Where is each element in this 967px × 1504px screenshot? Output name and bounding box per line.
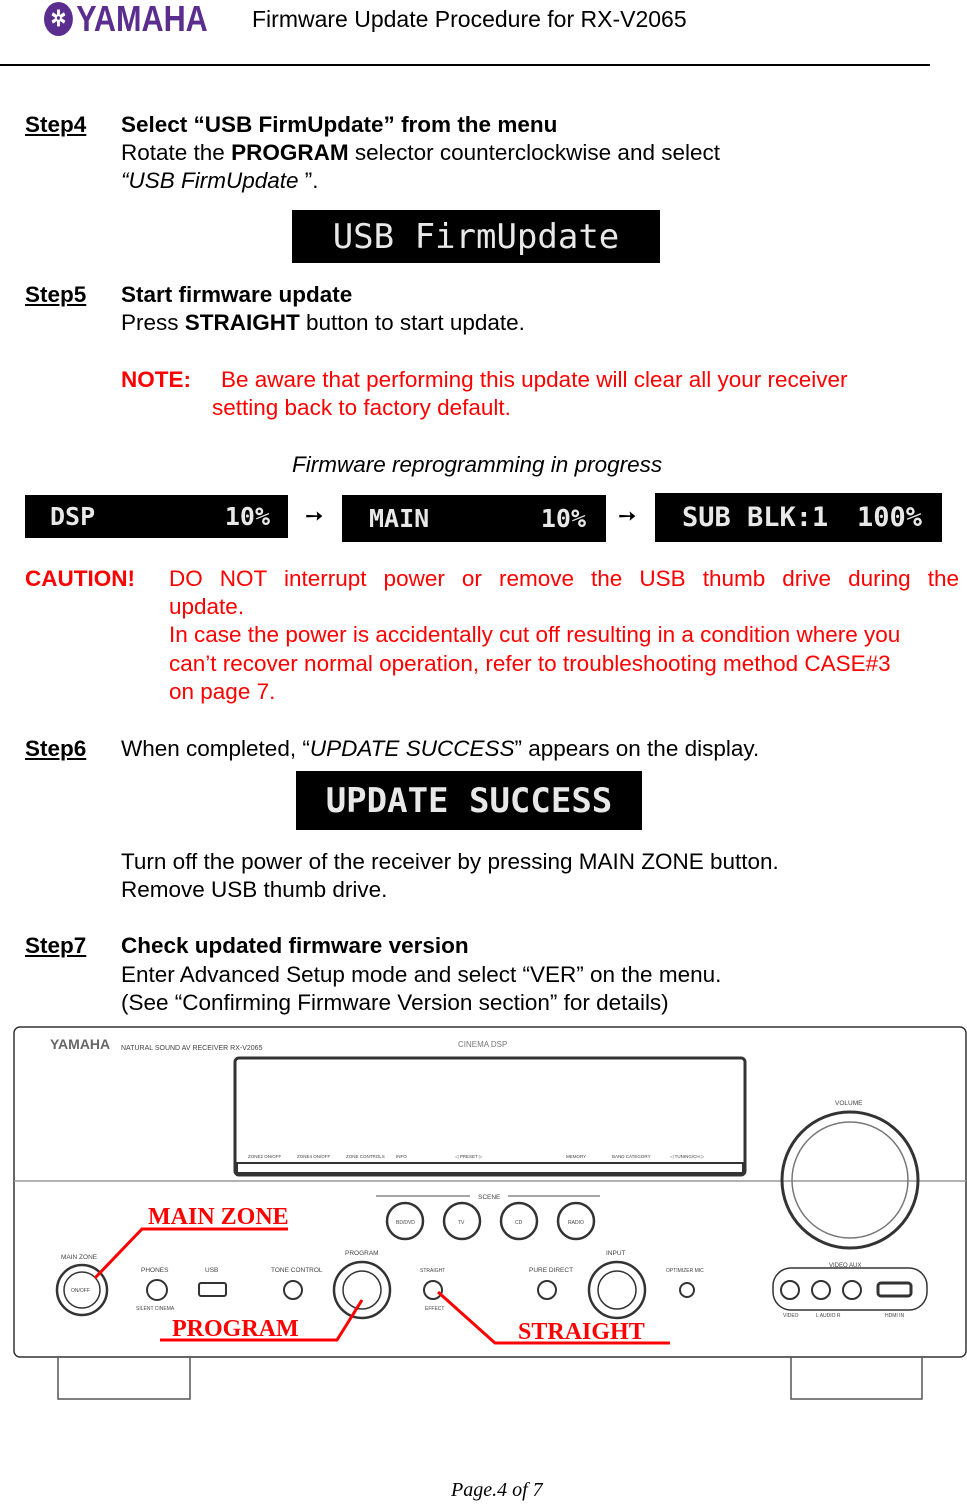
program-label: PROGRAM [345, 1250, 379, 1257]
text: When completed, “ [121, 736, 310, 761]
effect-label: EFFECT [425, 1306, 445, 1312]
display-button-label: BAND CATEGORY [612, 1154, 651, 1159]
main-zone-label: MAIN ZONE [61, 1254, 98, 1261]
step7-heading: Check updated firmware version [121, 933, 469, 958]
arrow-right-icon: ➙ [618, 503, 637, 528]
tone-control-label: TONE CONTROL [271, 1267, 323, 1274]
note-label: NOTE: [121, 367, 191, 392]
text: DSP [50, 502, 96, 531]
display-button-label: ZONE2 ON/OFF [248, 1154, 282, 1159]
text: SUB BLK:1 [682, 502, 829, 533]
caution-line1: DO NOT interrupt power or remove the USB thumb drive during the [169, 566, 959, 591]
receiver-model: NATURAL SOUND AV RECEIVER RX-V2065 [121, 1045, 263, 1052]
step6-line3: Remove USB thumb drive. [121, 877, 388, 902]
receiver-brand: YAMAHA [50, 1036, 111, 1052]
on-off-label: ON/OFF [71, 1288, 90, 1294]
text: STRAIGHT [184, 310, 300, 335]
hdmi-in-label: HDMI IN [885, 1313, 905, 1319]
text: “USB FirmUpdate [121, 168, 305, 193]
optimizer-mic-label: OPTIMIZER MIC [666, 1268, 704, 1274]
text: ” appears on the display. [514, 736, 760, 761]
straight-button [424, 1281, 442, 1299]
caution-line4: can’t recover normal operation, refer to troubleshooting method CASE#3 [169, 651, 891, 676]
page-number [451, 1476, 543, 1504]
arrow-right-icon: ➙ [305, 503, 324, 528]
volume-label: VOLUME [835, 1100, 863, 1107]
text: UPDATE SUCCESS [309, 736, 515, 761]
display-button-label: ◁ TUNING/CH ▷ [670, 1154, 705, 1159]
text: ”. [304, 168, 319, 193]
step5-label: Step5 [25, 282, 87, 307]
callout-main-zone: MAIN ZONE [148, 1204, 289, 1230]
caution-label: CAUTION! [25, 566, 135, 591]
tone-control-button [284, 1281, 302, 1299]
text: 10% [224, 502, 270, 531]
video-aux-label: VIDEO AUX [829, 1263, 862, 1269]
note-line2: setting back to factory default. [212, 395, 511, 420]
step7-line2: (See “Confirming Firmware Version section” for details) [121, 990, 669, 1015]
text: MAIN [369, 504, 430, 533]
step5-heading: Start firmware update [121, 282, 353, 307]
caution-line3: In case the power is accidentally cut off resulting in a condition where you [169, 622, 901, 647]
text: button to start update. [299, 310, 525, 335]
document-title: Firmware Update Procedure for RX-V2065 [252, 6, 687, 32]
step6-label: Step6 [25, 736, 87, 761]
text: PROGRAM [231, 140, 349, 165]
step4-label: Step4 [25, 112, 87, 137]
scene-tv-label: TV [458, 1220, 465, 1226]
step4-heading: Select “USB FirmUpdate” from the menu [121, 112, 558, 137]
video-label: VIDEO [783, 1313, 799, 1319]
scene-label: SCENE [478, 1194, 501, 1201]
text: 10% [540, 504, 586, 533]
text: 100% [856, 502, 922, 533]
text: Firmware reprogramming in progress [292, 452, 663, 477]
phones-jack [147, 1280, 167, 1300]
display-button-label: INFO [396, 1154, 407, 1159]
text: Press [121, 310, 185, 335]
note-line1: Be aware that performing this update will clear all your receiver [221, 367, 848, 392]
caution-line2: update. [169, 594, 245, 619]
straight-label: STRAIGHT [420, 1268, 446, 1274]
text: Rotate the [121, 140, 232, 165]
scene-radio-label: RADIO [568, 1220, 584, 1226]
scene-cd-label: CD [515, 1220, 523, 1226]
display-button-label: ZONE CONTROLS [346, 1154, 385, 1159]
usb-port [199, 1283, 226, 1296]
display-text: UPDATE SUCCESS [325, 780, 613, 821]
optimizer-mic-jack [680, 1283, 694, 1297]
volume-knob [782, 1112, 918, 1248]
brand-text: YAMAHA [76, 0, 208, 39]
text: Page.4 of 7 [451, 1479, 543, 1501]
hdmi-port [878, 1283, 911, 1296]
display-text: USB FirmUpdate [332, 216, 620, 257]
foot-left [58, 1357, 190, 1399]
video-aux-panel [773, 1268, 927, 1310]
foot-right [791, 1357, 922, 1399]
step6-line2: Turn off the power of the receiver by pressing MAIN ZONE button. [121, 849, 779, 874]
step7-label: Step7 [25, 933, 87, 958]
display-button-label: ◁ PRESET ▷ [455, 1154, 483, 1159]
cinema-dsp-logo: CINEMA DSP [458, 1040, 508, 1049]
input-label: INPUT [606, 1250, 626, 1257]
tuning-fork-icon: ✲ [44, 2, 73, 36]
display-button-label: ZONE4 ON/OFF [297, 1154, 331, 1159]
pure-direct-label: PURE DIRECT [529, 1267, 574, 1274]
usb-label: USB [205, 1267, 219, 1274]
display-buttons [237, 1163, 743, 1173]
audio-label: L AUDIO R [816, 1313, 841, 1319]
text: selector counterclockwise and select [348, 140, 721, 165]
callout-program: PROGRAM [172, 1316, 299, 1342]
step7-line1: Enter Advanced Setup mode and select “VER” on the menu. [121, 962, 722, 987]
silent-cinema-label: SILENT CINEMA [136, 1306, 175, 1312]
phones-label: PHONES [141, 1267, 169, 1274]
display-button-label: MEMORY [566, 1154, 587, 1159]
callout-straight: STRAIGHT [518, 1319, 645, 1345]
scene-bd-dvd-label: BD/DVD [396, 1220, 415, 1226]
pure-direct-button [538, 1281, 556, 1299]
caution-line5: on page 7. [169, 679, 276, 704]
